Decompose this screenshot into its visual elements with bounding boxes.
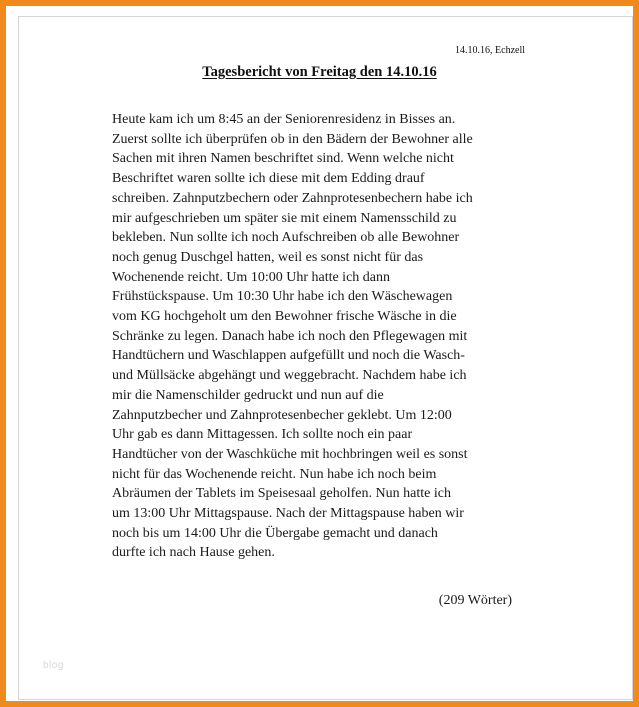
body-line: um 13:00 Uhr Mittagspause. Nach der Mittagspause haben wir — [112, 506, 464, 522]
body-line: Schränke zu legen. Danach habe ich noch den Pflegewagen mit — [112, 328, 468, 344]
body-line: vom KG hochgeholt um den Bewohner frische Wäsche in die — [112, 309, 457, 325]
body-line: Abräumen der Tablets im Speisesaal geholfen. Nun hatte ich — [112, 486, 451, 502]
body-line: Beschriftet waren sollte ich diese mit dem Edding drauf — [112, 171, 425, 187]
body-line: Heute kam ich um 8:45 an der Seniorenresidenz in Bisses an. — [112, 112, 456, 127]
body-line: bekleben. Nun sollte ich noch Aufschreiben ob alle Bewohner — [112, 230, 460, 246]
body-line: Frühstückspause. Um 10:30 Uhr habe ich den Wäschewagen — [112, 289, 453, 305]
document-title-text: Tagesbericht von Freitag den 14.10.16 — [202, 64, 437, 80]
body-line: Sachen mit ihren Namen beschriftet sind. Wenn welche nicht — [112, 151, 454, 167]
body-line: mir die Namenschilder gedruckt und nun auf die — [112, 387, 384, 403]
document-title — [6, 64, 633, 81]
word-count: (209 Wörter) — [438, 593, 512, 608]
report-body — [112, 110, 473, 563]
body-line: mir aufgeschrieben um später sie mit einem Namensschild zu — [112, 210, 457, 226]
body-line: Uhr gab es dann Mittagessen. Ich sollte noch ein paar — [112, 427, 413, 443]
body-line: noch genug Duschgel hatten, weil es sonst nicht für das — [112, 249, 424, 265]
body-line: Zahnputzbecher und Zahnprotesenbecher geklebt. Um 12:00 — [112, 407, 452, 423]
date-location-line: 14.10.16, Echzell — [455, 45, 525, 56]
watermark: blog — [43, 660, 64, 671]
body-line: noch bis um 14:00 Uhr die Übergabe gemacht und danach — [112, 525, 438, 541]
body-line: Handtücher von der Waschküche mit hochbringen weil es sonst — [112, 446, 468, 462]
body-line: Wochenende reicht. Um 10:00 Uhr hatte ich dann — [112, 269, 391, 285]
body-line: durfte ich nach Hause gehen. — [112, 545, 275, 561]
body-line: schreiben. Zahnputzbechern oder Zahnprotesenbechern habe ich — [112, 190, 473, 206]
body-line: und Müllsäcke abgehängt und weggebracht. Nachdem habe ich — [112, 368, 467, 384]
body-line: Handtüchern und Waschlappen aufgefüllt und noch die Wasch- — [112, 348, 465, 364]
body-line: nicht für das Wochenende reicht. Nun habe ich noch beim — [112, 466, 437, 482]
body-line: Zuerst sollte ich überprüfen ob in den Bädern der Bewohner alle — [112, 131, 473, 147]
